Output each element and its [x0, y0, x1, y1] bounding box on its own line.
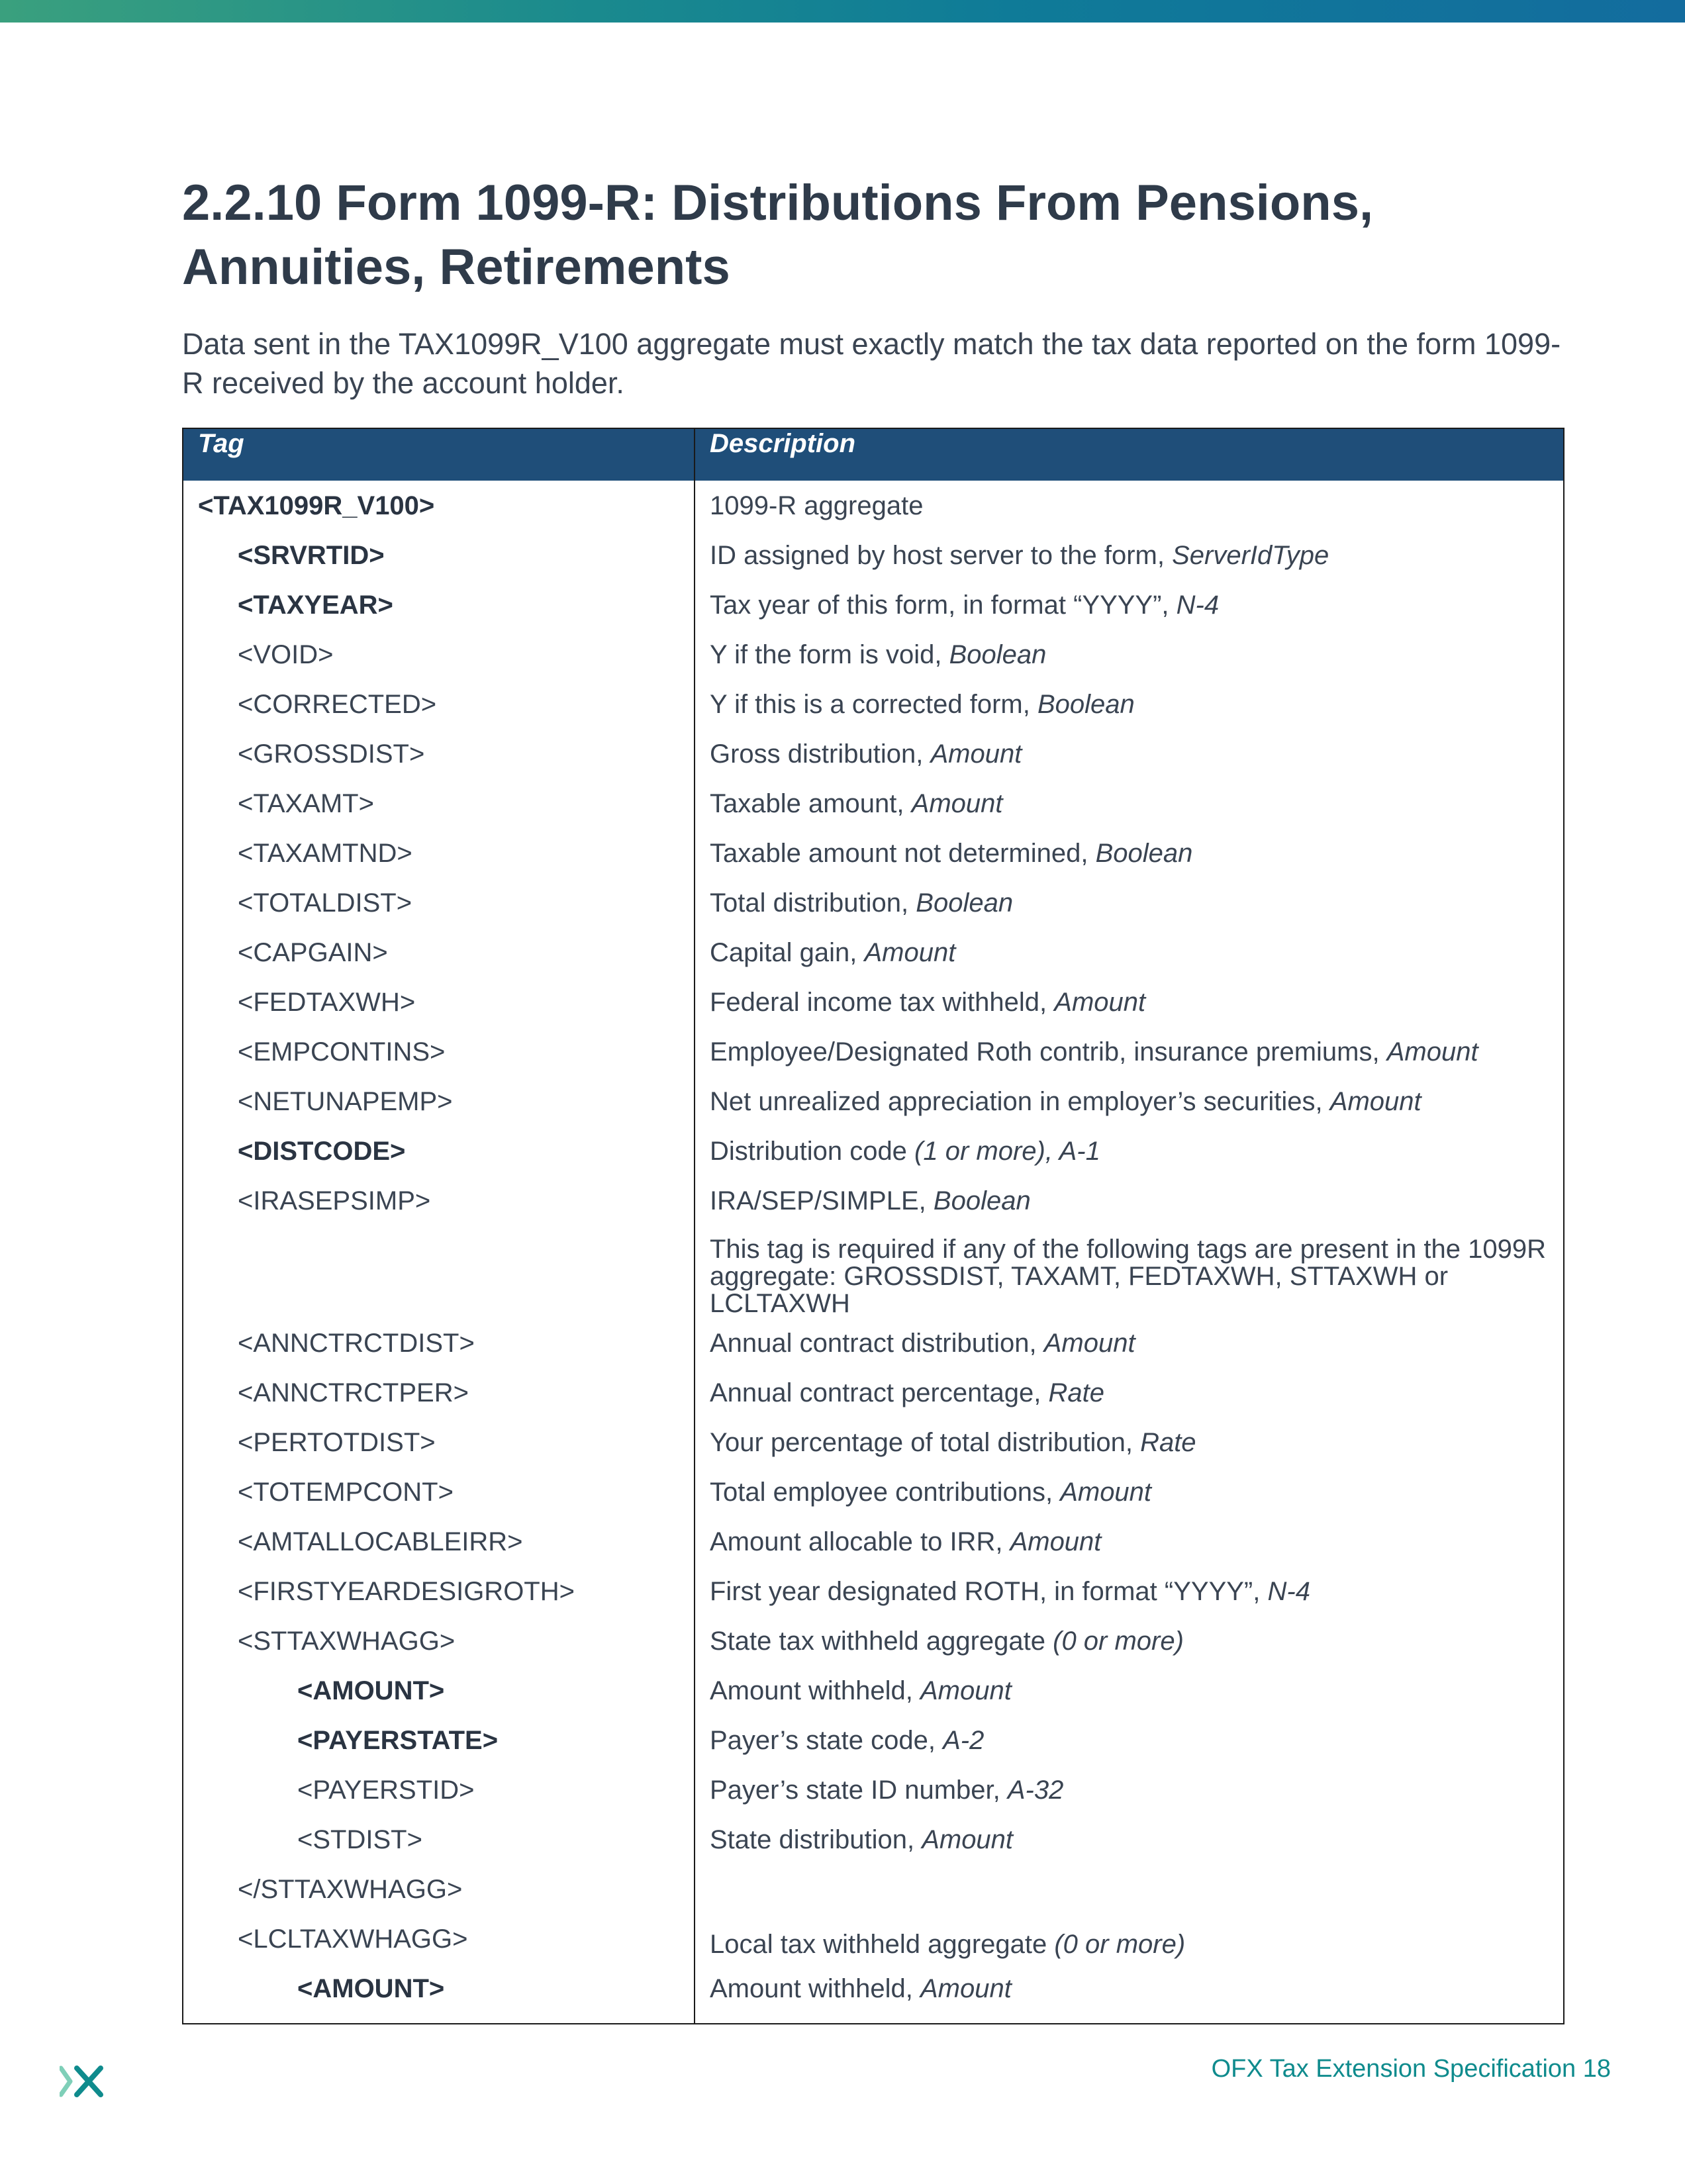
- row-tag: <LCLTAXWHAGG>: [238, 1924, 468, 1954]
- description-text: Federal income tax withheld,: [710, 988, 1055, 1017]
- row-description: [710, 988, 1551, 1017]
- row-description: [710, 839, 1551, 868]
- description-data-type: A-2: [943, 1726, 985, 1755]
- table-row: [183, 1466, 1563, 1515]
- description-data-type: Boolean: [933, 1186, 1031, 1215]
- row-tag: <STDIST>: [297, 1825, 422, 1854]
- description-data-type: Amount: [920, 1974, 1012, 2003]
- description-data-type: Amount: [1386, 1037, 1478, 1067]
- description-text: Local tax withheld aggregate: [710, 1930, 1055, 1959]
- table-row: [183, 1714, 1563, 1764]
- top-accent-bar: [0, 0, 1685, 23]
- description-text: IRA/SEP/SIMPLE,: [710, 1186, 934, 1215]
- row-description: [710, 491, 1551, 520]
- row-description: [710, 1087, 1551, 1116]
- description-data-type: Amount: [1010, 1527, 1102, 1556]
- row-description: [710, 690, 1551, 719]
- description-data-type: Amount: [920, 1676, 1012, 1705]
- table-row: [183, 479, 1563, 529]
- description-text: This tag is required if any of the following tags are present in the 1099R aggregate: GROSSDIST, TAXAMT, FEDTAXWH, STTAXWH or LCLTAXWH: [710, 1235, 1546, 1318]
- description-data-type: Boolean: [916, 888, 1014, 918]
- description-text: Payer’s state code,: [710, 1726, 943, 1755]
- row-description: [710, 1137, 1551, 1166]
- row-tag: <TAXYEAR>: [238, 591, 393, 620]
- table-row: [183, 877, 1563, 926]
- row-tag: <TOTALDIST>: [238, 888, 412, 918]
- row-tag: <AMOUNT>: [297, 1676, 445, 1705]
- row-description: [710, 640, 1551, 669]
- description-text: First year designated ROTH, in format “YYYY”,: [710, 1577, 1268, 1606]
- table-row: [183, 579, 1563, 628]
- row-tag: <VOID>: [238, 640, 334, 669]
- table-row: [183, 1863, 1563, 1913]
- row-description: [710, 1527, 1551, 1556]
- description-data-type: Amount: [911, 789, 1003, 818]
- table-row: [183, 1125, 1563, 1174]
- table-row: [183, 1416, 1563, 1466]
- row-description: [710, 1974, 1551, 2003]
- row-tag: <CORRECTED>: [238, 690, 437, 719]
- tag-description-table: [182, 428, 1565, 2024]
- description-data-type: Boolean: [1037, 690, 1135, 719]
- row-description: [710, 1930, 1551, 1959]
- description-text: State distribution,: [710, 1825, 922, 1854]
- row-description: [710, 789, 1551, 818]
- table-row: [183, 1565, 1563, 1615]
- row-tag: <SRVRTID>: [238, 541, 385, 570]
- description-data-type: A-32: [1007, 1776, 1064, 1805]
- description-text: Annual contract percentage,: [710, 1378, 1049, 1407]
- description-text: Employee/Designated Roth contrib, insurance premiums,: [710, 1037, 1387, 1067]
- table-header: [183, 429, 1563, 481]
- row-description: [710, 1037, 1551, 1067]
- description-text: Annual contract distribution,: [710, 1329, 1044, 1358]
- row-tag: <PERTOTDIST>: [238, 1428, 436, 1457]
- row-description: [710, 591, 1551, 620]
- footer-page-label: OFX Tax Extension Specification 18: [1211, 2055, 1611, 2083]
- row-tag: <TAXAMT>: [238, 789, 374, 818]
- description-data-type: Rate: [1140, 1428, 1196, 1457]
- row-tag: <IRASEPSIMP>: [238, 1186, 431, 1215]
- description-text: Y if the form is void,: [710, 640, 949, 669]
- description-data-type: Amount: [1329, 1087, 1421, 1116]
- row-tag: <ANNCTRCTPER>: [238, 1378, 469, 1407]
- row-description: [710, 1776, 1551, 1805]
- row-description: [710, 1676, 1551, 1705]
- section-intro: Data sent in the TAX1099R_V100 aggregate must exactly match the tax data reported on the form 1099-R received by the account holder.: [182, 327, 1561, 400]
- description-data-type: N-4: [1176, 591, 1220, 620]
- row-description: [710, 739, 1551, 769]
- table-row: [183, 1813, 1563, 1863]
- description-data-type: Amount: [930, 739, 1022, 769]
- description-data-type: Amount: [1043, 1329, 1135, 1358]
- ofx-logo-icon: [60, 2064, 109, 2099]
- row-tag: <AMOUNT>: [297, 1974, 445, 2003]
- row-tag: <PAYERSTID>: [297, 1776, 475, 1805]
- row-description: [710, 888, 1551, 918]
- table-row: [183, 1174, 1563, 1224]
- table-row: [183, 529, 1563, 579]
- table-row: [183, 1025, 1563, 1075]
- table-row: [183, 1913, 1563, 1962]
- column-header-tag: Tag: [198, 429, 244, 458]
- description-data-type: Rate: [1048, 1378, 1104, 1407]
- description-data-type: Boolean: [1095, 839, 1193, 868]
- description-text: Amount withheld,: [710, 1676, 920, 1705]
- description-data-type: ServerIdType: [1172, 541, 1329, 570]
- row-tag: </STTAXWHAGG>: [238, 1875, 463, 1904]
- description-text: Capital gain,: [710, 938, 865, 967]
- description-text: Gross distribution,: [710, 739, 931, 769]
- table-row: [183, 678, 1563, 728]
- description-data-type: Amount: [1054, 988, 1146, 1017]
- description-data-type: N-4: [1267, 1577, 1310, 1606]
- row-tag: <TOTEMPCONT>: [238, 1478, 454, 1507]
- row-tag: <FIRSTYEARDESIGROTH>: [238, 1577, 575, 1606]
- row-tag: <FEDTAXWH>: [238, 988, 416, 1017]
- table-row: [183, 777, 1563, 827]
- description-text: 1099-R aggregate: [710, 491, 924, 520]
- row-tag: <PAYERSTATE>: [297, 1726, 499, 1755]
- row-description: [710, 1329, 1551, 1358]
- description-text: Total distribution,: [710, 888, 916, 918]
- row-description: [710, 1627, 1551, 1656]
- row-tag: <ANNCTRCTDIST>: [238, 1329, 475, 1358]
- description-text: State tax withheld aggregate: [710, 1627, 1053, 1656]
- table-row: [183, 1664, 1563, 1714]
- description-text: ID assigned by host server to the form,: [710, 541, 1173, 570]
- description-data-type: (0 or more): [1053, 1627, 1184, 1656]
- description-data-type: Amount: [922, 1825, 1014, 1854]
- row-description: [710, 1186, 1551, 1215]
- row-description: [710, 1378, 1551, 1407]
- row-description: [710, 541, 1551, 570]
- row-tag: <CAPGAIN>: [238, 938, 388, 967]
- description-text: Amount allocable to IRR,: [710, 1527, 1010, 1556]
- row-tag: <TAXAMTND>: [238, 839, 412, 868]
- table-row: [183, 1366, 1563, 1416]
- description-text: Amount withheld,: [710, 1974, 920, 2003]
- row-tag: <STTAXWHAGG>: [238, 1627, 456, 1656]
- description-text: Total employee contributions,: [710, 1478, 1061, 1507]
- description-text: Net unrealized appreciation in employer’s securities,: [710, 1087, 1330, 1116]
- description-text: Taxable amount,: [710, 789, 912, 818]
- row-description: [710, 1726, 1551, 1755]
- row-description: [710, 1428, 1551, 1457]
- table-row: [183, 976, 1563, 1025]
- row-description: [710, 1236, 1551, 1317]
- row-tag: <EMPCONTINS>: [238, 1037, 446, 1067]
- table-row: [183, 728, 1563, 777]
- table-row: [183, 1317, 1563, 1366]
- description-data-type: Boolean: [949, 640, 1047, 669]
- row-tag: <AMTALLOCABLEIRR>: [238, 1527, 523, 1556]
- row-description: [710, 1478, 1551, 1507]
- table-row: [183, 1962, 1563, 2012]
- row-tag: <TAX1099R_V100>: [198, 491, 435, 520]
- row-description: [710, 1577, 1551, 1606]
- table-row: [183, 1764, 1563, 1813]
- row-tag: <NETUNAPEMP>: [238, 1087, 453, 1116]
- description-data-type: (1 or more), A-1: [914, 1137, 1100, 1166]
- table-row: [183, 1615, 1563, 1664]
- description-data-type: Amount: [1060, 1478, 1152, 1507]
- row-description: [710, 1825, 1551, 1854]
- section-title: 2.2.10 Form 1099-R: Distributions From Pensions, Annuities, Retirements: [182, 175, 1374, 295]
- table-row: [183, 926, 1563, 976]
- row-tag: <DISTCODE>: [238, 1137, 406, 1166]
- description-data-type: (0 or more): [1054, 1930, 1186, 1959]
- row-description: [710, 938, 1551, 967]
- description-text: Distribution code: [710, 1137, 915, 1166]
- table-row: [183, 628, 1563, 678]
- description-data-type: Amount: [864, 938, 956, 967]
- table-row: [183, 1224, 1563, 1317]
- description-text: Taxable amount not determined,: [710, 839, 1096, 868]
- table-row: [183, 827, 1563, 877]
- description-text: Payer’s state ID number,: [710, 1776, 1008, 1805]
- column-header-description: Description: [710, 429, 856, 458]
- description-text: Your percentage of total distribution,: [710, 1428, 1141, 1457]
- table-row: [183, 1515, 1563, 1565]
- row-tag: <GROSSDIST>: [238, 739, 425, 769]
- description-text: Y if this is a corrected form,: [710, 690, 1037, 719]
- table-body: [183, 479, 1563, 2012]
- description-text: Tax year of this form, in format “YYYY”,: [710, 591, 1177, 620]
- table-row: [183, 1075, 1563, 1125]
